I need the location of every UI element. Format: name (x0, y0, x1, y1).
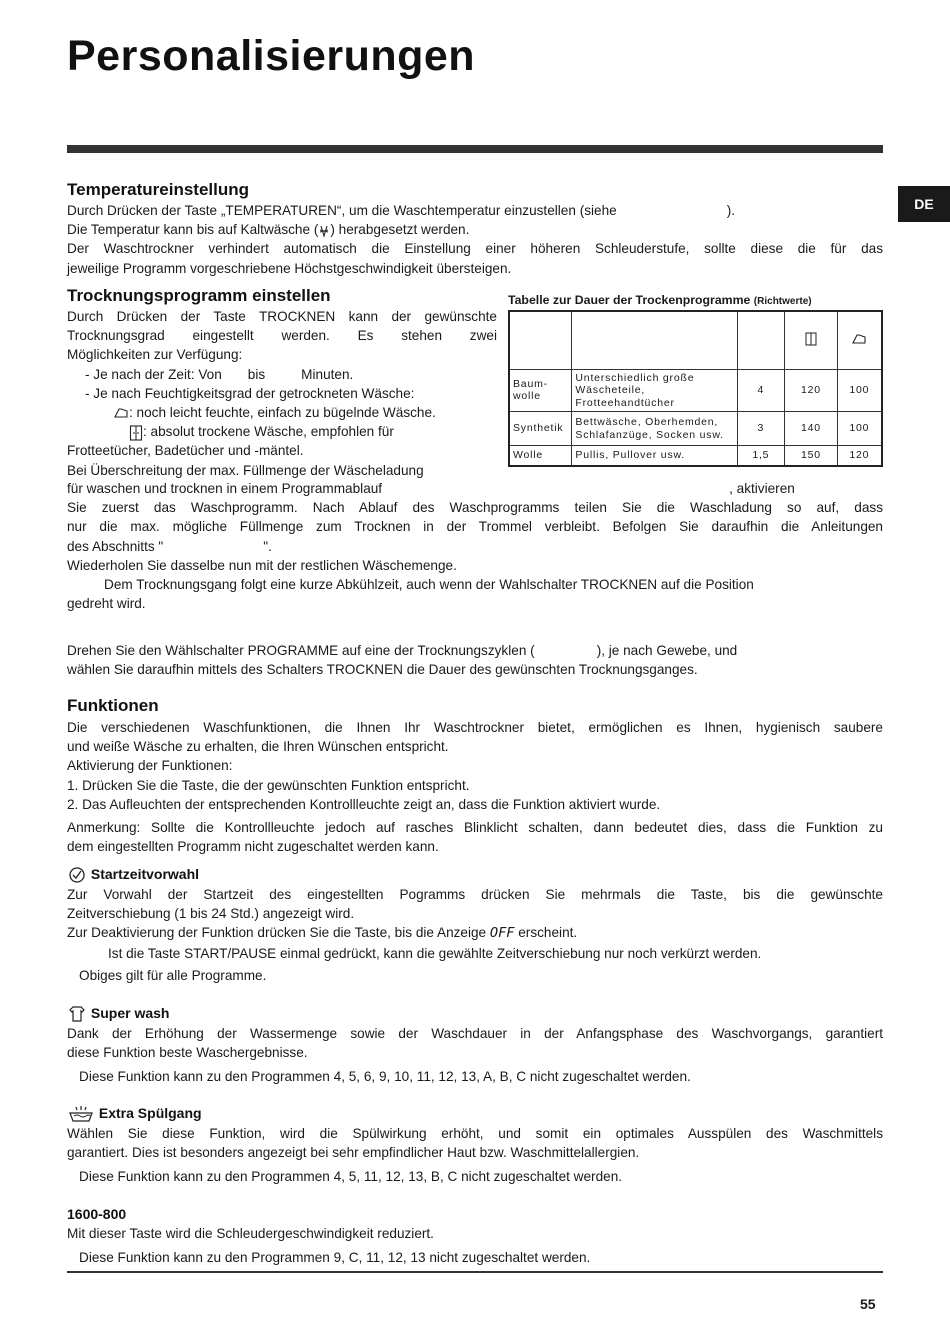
text-line: , aktivieren (729, 481, 795, 496)
off-display-text: OFF (489, 925, 515, 942)
text-line: Drehen Sie den Wählschalter PROGRAMME auf eine der Trocknungszyklen ( (67, 643, 535, 658)
spin-note (79, 1248, 879, 1267)
footer-rule (67, 1271, 883, 1273)
text-line: : noch leicht feuchte, einfach zu bügelnde Wäsche. (129, 405, 436, 421)
iron-icon (851, 333, 867, 345)
extra-rinse-text (67, 1124, 883, 1162)
text-line: jeweilige Programm vorgeschriebene Höchstgeschwindigkeit übersteigen. (67, 260, 512, 276)
table-row (509, 446, 882, 466)
text-line: bis (247, 366, 266, 382)
table-title-text: Tabelle zur Dauer der Trockenprogramme (508, 293, 751, 307)
table-cell: Baum- wolle (509, 369, 572, 412)
heading-text: Extra Spülgang (98, 1105, 202, 1121)
table-cell: 120 (785, 369, 838, 412)
table-cell: 100 (837, 369, 882, 412)
table-header-cell (837, 311, 882, 369)
text-line: garantiert. Dies ist besonders angezeigt bei sehr empfindlicher Haut bzw. Waschmittelallergien. (67, 1145, 640, 1161)
delay-start-text (67, 885, 883, 963)
delay-start-note (79, 966, 879, 985)
text-line: Durch Drücken der Taste „TEMPERATUREN“, um die Waschtemperatur einzustellen (siehe (67, 203, 617, 218)
text-line: Diese Funktion kann zu den Programmen 9, C, 11, 12, 13 nicht zugeschaltet werden. (79, 1250, 591, 1265)
table-header-cell (737, 311, 785, 369)
extra-rinse-note (79, 1167, 879, 1186)
delay-timer-icon (67, 866, 87, 884)
text-line: für waschen und trocknen in einem Programmablauf (67, 481, 383, 496)
text-line: ". (263, 538, 272, 554)
section-heading-functions: Funktionen (67, 696, 159, 715)
table-row (509, 369, 882, 412)
text-line: diese Funktion beste Waschergebnisse. (67, 1045, 308, 1061)
text-line: Minuten. (301, 366, 354, 382)
page-number: 55 (860, 1296, 876, 1312)
text-line: gedreht wird. (67, 596, 146, 612)
text-line: Diese Funktion kann zu den Programmen 4, 5, 11, 12, 13, B, C nicht zugeschaltet werden. (79, 1169, 623, 1184)
text-line: ), je nach Gewebe, und (596, 643, 738, 658)
text-line: und weiße Wäsche zu erhalten, die Ihren Wünschen entspricht. (67, 739, 449, 755)
cold-wash-icon (318, 224, 330, 238)
table-cell: Unterschiedlich große Wäscheteile, Frotteehandtücher (572, 369, 737, 412)
table-cell: Bettwäsche, Oberhemden, Schlafanzüge, Socken usw. (572, 412, 737, 446)
temperature-text (67, 201, 883, 278)
text-line: 2. Das Aufleuchten der entsprechenden Kontrollleuchte zeigt an, dass die Funktion aktiviert wurde. (67, 796, 661, 812)
text-line: Wählen Sie diese Funktion, wird die Spülwirkung erhöht, und somit ein optimales Ausspülen des Waschmittels (67, 1126, 883, 1141)
text-line: Die Temperatur kann bis auf Kaltwäsche ( (67, 222, 319, 238)
text-line: Trocknungsgrad eingestellt werden. Es stehen zwei (67, 328, 497, 344)
text-line: Zur Vorwahl der Startzeit des eingestellten Pogramms drücken Sie mehrmals die Taste, bis die gewünschte (67, 887, 883, 902)
table-cell: 120 (837, 446, 882, 466)
table-cell: 3 (737, 412, 785, 446)
text-line: Durch Drücken der Taste TROCKNEN kann der gewünschte (67, 309, 497, 324)
text-line: des Abschnitts " (67, 538, 164, 554)
table-cell: 100 (837, 412, 882, 446)
text-line: wählen Sie daraufhin mittels des Schalters TROCKNEN die Dauer des gewünschten Trocknungsganges. (67, 662, 698, 678)
drying-text-full (67, 479, 883, 613)
text-line: nur die max. mögliche Füllmenge zum Trocknen in der Trommel verbleibt. Befolgen Sie daraufhin die Anleitungen (67, 519, 883, 535)
section-heading-delay-start (67, 865, 199, 884)
page-title: Personalisierungen (67, 32, 476, 80)
cupboard-dry-icon (129, 425, 143, 441)
heading-text: Startzeitvorwahl (90, 866, 200, 882)
super-wash-note (79, 1067, 879, 1086)
table-header-cell (785, 311, 838, 369)
table-cell: Pullis, Pullover usw. (572, 446, 737, 466)
text-line: Zeitverschiebung (1 bis 24 Std.) angezeigt wird. (67, 906, 355, 922)
text-line: Bei Überschreitung der max. Füllmenge der Wäscheladung (67, 462, 424, 478)
table-cell: 4 (737, 369, 785, 412)
super-wash-icon (67, 1005, 87, 1023)
heading-text: Super wash (90, 1005, 170, 1021)
cupboard-dry-icon (805, 332, 817, 346)
text-line: : absolut trockene Wäsche, empfohlen für (143, 424, 394, 440)
text-line: Dank der Erhöhung der Wassermenge sowie der Waschdauer in der Anfangsphase des Waschvorgangs, garantiert (67, 1026, 883, 1041)
text-line: Anmerkung: Sollte die Kontrollleuchte jedoch auf rasches Blinklicht schalten, dann bedeutet dies, dass die Funktion zu (67, 820, 883, 835)
iron-icon (113, 407, 129, 419)
text-line: dem eingestellten Programm nicht zugeschaltet werden kann. (67, 839, 439, 855)
text-line: - Je nach der Zeit: Von (85, 366, 222, 382)
spin-text (67, 1224, 883, 1243)
section-heading-temperature: Temperatureinstellung (67, 180, 249, 199)
section-heading-spin: 1600-800 (67, 1206, 127, 1222)
functions-note (67, 818, 883, 856)
text-line: Aktivierung der Funktionen: (67, 758, 233, 774)
table-cell: Wolle (509, 446, 572, 466)
text-line: Diese Funktion kann zu den Programmen 4, 5, 6, 9, 10, 11, 12, 13, A, B, C nicht zugeschaltet werden. (79, 1069, 691, 1084)
text-line: erscheint. (518, 925, 578, 941)
functions-text (67, 718, 883, 814)
drying-duration-table (508, 310, 883, 467)
table-cell: 1,5 (737, 446, 785, 466)
header-rule (67, 145, 883, 153)
text-line: Wiederholen Sie dasselbe nun mit der restlichen Wäschemenge. (67, 557, 457, 573)
section-heading-super-wash (67, 1004, 169, 1023)
extra-rinse-icon (67, 1105, 95, 1123)
text-line: ). (726, 203, 736, 218)
table-header-row (509, 311, 882, 369)
text-line: Obiges gilt für alle Programme. (79, 968, 267, 983)
text-line: Der Waschtrockner verhindert automatisch die Einstellung einer höheren Schleuderstufe, sollte diese die für das (67, 241, 883, 257)
text-line: Mit dieser Taste wird die Schleudergeschwindigkeit reduziert. (67, 1226, 434, 1241)
text-line: Dem Trocknungsgang folgt eine kurze Abkühlzeit, auch wenn der Wahlschalter TROCKNEN auf die Position (104, 577, 754, 593)
language-tab: DE (898, 186, 950, 222)
text-line: Möglichkeiten zur Verfügung: (67, 347, 243, 363)
text-line: Frotteetücher, Badetücher und -mäntel. (67, 443, 304, 459)
table-header-cell (572, 311, 737, 369)
text-line: Ist die Taste START/PAUSE einmal gedrückt, kann die gewählte Zeitverschiebung nur noch verkürzt werden. (108, 945, 762, 961)
table-cell: 140 (785, 412, 838, 446)
text-line: Die verschiedenen Waschfunktionen, die Ihnen Ihr Waschtrockner bietet, ermöglichen es Ihnen, hygienisch saubere (67, 720, 883, 735)
table-header-cell (509, 311, 572, 369)
text-line: 1. Drücken Sie die Taste, die der gewünschten Funktion entspricht. (67, 777, 470, 793)
table-title (508, 291, 812, 311)
drying-cycle-text (67, 641, 883, 679)
text-line: Sie zuerst das Waschprogramm. Nach Ablauf des Waschprogramms teilen Sie die Waschladung so auf, dass (67, 500, 883, 516)
section-heading-drying: Trocknungsprogramm einstellen (67, 286, 331, 305)
text-line: - Je nach Feuchtigkeitsgrad der getrockneten Wäsche: (85, 385, 415, 401)
section-heading-extra-rinse (67, 1104, 202, 1123)
text-line: ) herabgesetzt werden. (330, 222, 470, 238)
super-wash-text (67, 1024, 883, 1062)
table-cell: Synthetik (509, 412, 572, 446)
text-line: Zur Deaktivierung der Funktion drücken Sie die Taste, bis die Anzeige (67, 925, 487, 941)
table-title-note: (Richtwerte) (753, 296, 812, 307)
table-row (509, 412, 882, 446)
table-cell: 150 (785, 446, 838, 466)
drying-text-left (67, 307, 497, 480)
